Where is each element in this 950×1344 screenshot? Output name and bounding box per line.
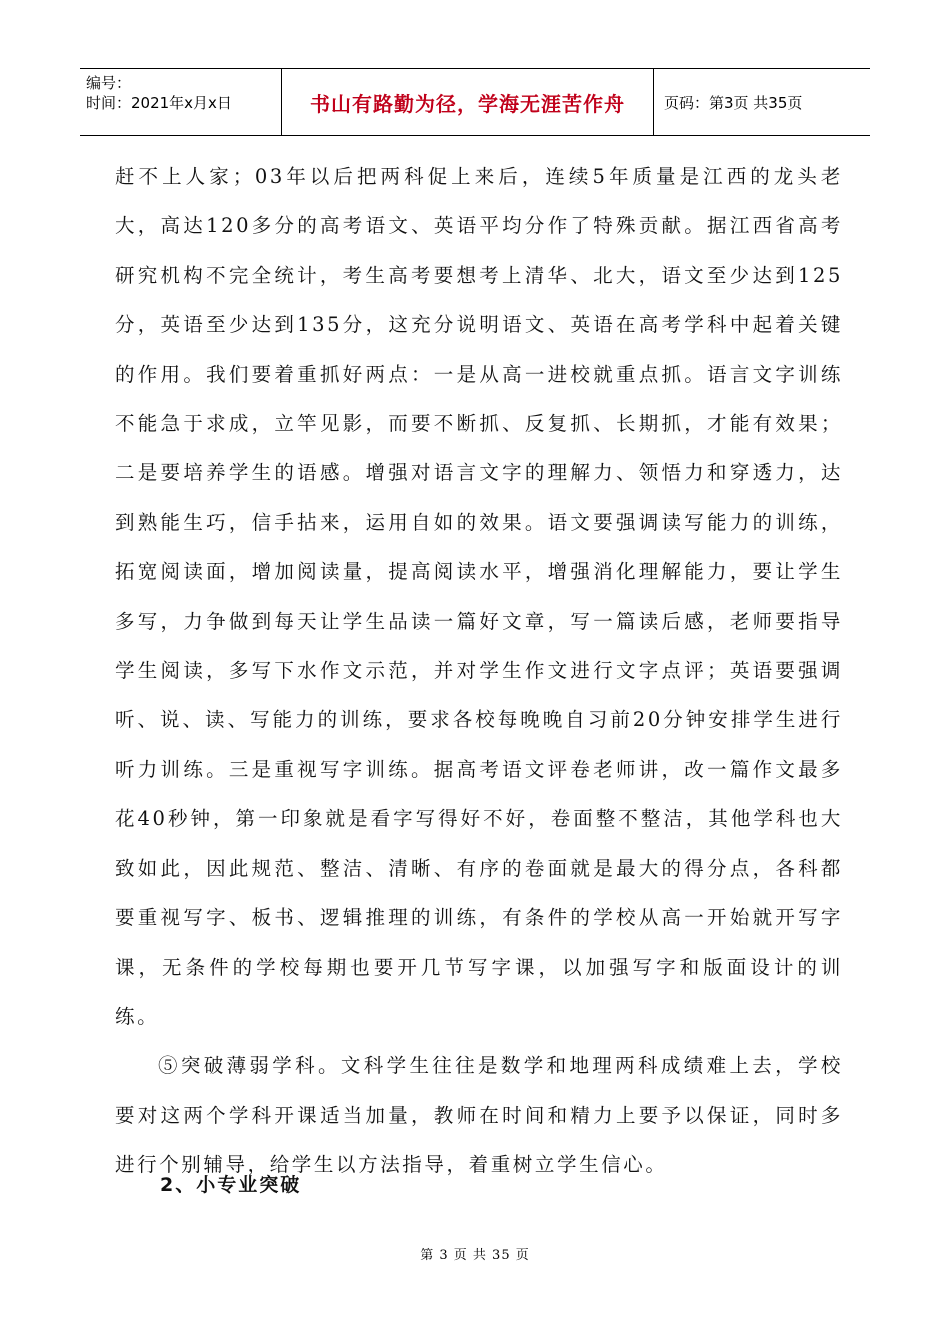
document-time-label: 时间：2021年x月x日	[86, 94, 232, 112]
page-header	[80, 68, 870, 136]
header-motto: 书山有路勤为径，学海无涯苦作舟	[282, 69, 654, 135]
page-footer: 第 3 页 共 35 页	[420, 1248, 530, 1263]
section-heading: 2、小专业突破	[160, 1174, 302, 1196]
header-meta	[80, 69, 282, 135]
body-paragraph: ⑤突破薄弱学科。文科学生往往是数学和地理两科成绩难上去，学校要对这两个学科开课适当加量，教师在时间和精力上要予以保证，同时多进行个别辅导，给学生以方法指导，着重树立学生信心。	[115, 1054, 843, 1177]
document-number-label: 编号：	[86, 74, 132, 92]
document-body	[115, 152, 843, 1190]
header-page-info: 页码：第3页 共35页	[664, 93, 803, 112]
body-paragraph: 赶不上人家；03年以后把两科促上来后，连续5年质量是江西的龙头老大，高达120多分的高考语文、英语平均分作了特殊贡献。据江西省高考研究机构不完全统计，考生高考要想考上清华、北大，语文至少达到125分，英语至少达到135分，这充分说明语文、英语在高考学科中起着关键的作用。我们要着重抓好两点：一是从高一进校就重点抓。语言文字训练不能急于求成，立竿见影，而要不断抓、反复抓、长期抓，才能有效果；二是要培养学生的语感。增强对语言文字的理解力、领悟力和穿透力，达到熟能生巧，信手拈来，运用自如的效果。语文要强调读写能力的训练，拓宽阅读面，增加阅读量，提高阅读水平，增强消化理解能力，要让学生多写，力争做到每天让学生品读一篇好文章，写一篇读后感，老师要指导学生阅读，多写下水作文示范，并对学生作文进行文字点评；英语要强调听、说、读、写能力的训练，要求各校每晚晚自习前20分钟安排学生进行听力训练。三是重视写字训练。据高考语文评卷老师讲，改一篇作文最多花40秒钟，第一印象就是看字写得好不好，卷面整不整洁，其他学科也大致如此，因此规范、整洁、清晰、有序的卷面就是最大的得分点，各科都要重视写字、板书、逻辑推理的训练，有条件的学校从高一开始就开写字课，无条件的学校每期也要开几节写字课，以加强写字和版面设计的训练。	[115, 165, 843, 1028]
